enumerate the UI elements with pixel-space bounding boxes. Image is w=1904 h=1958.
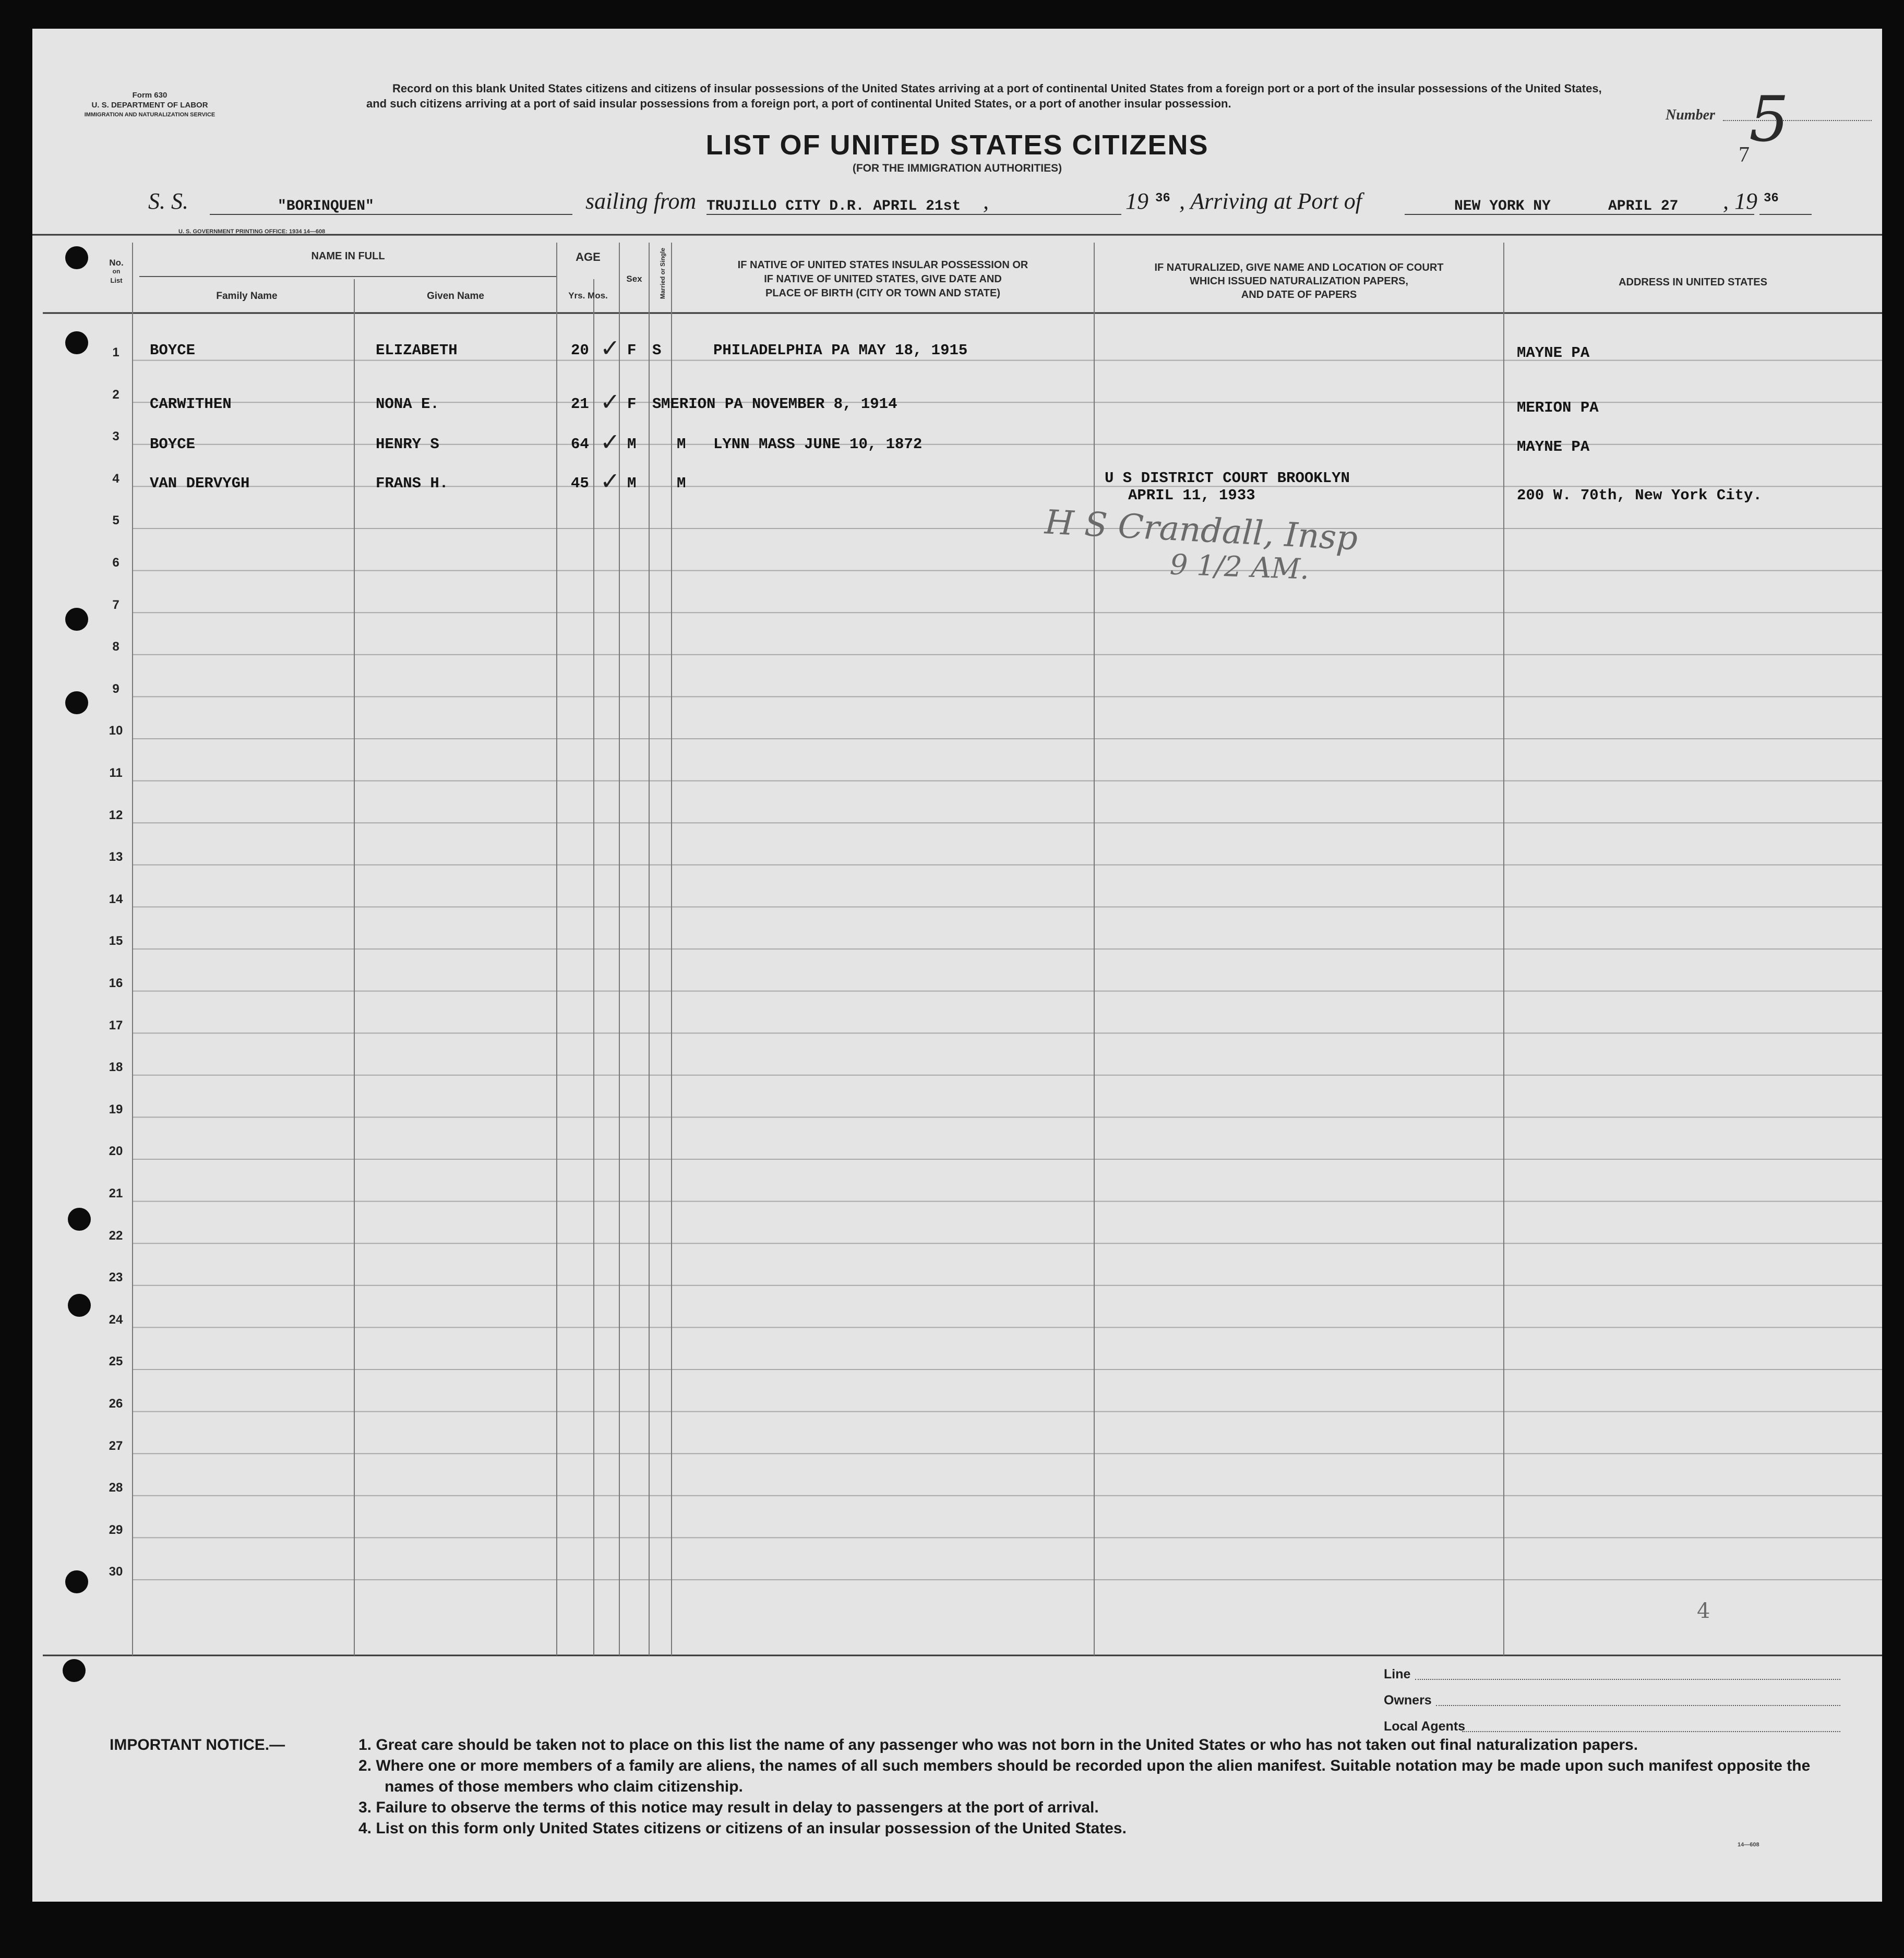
ss-label: S. S. (148, 188, 188, 214)
given-name: ELIZABETH (376, 342, 458, 359)
header-native-line2: IF NATIVE OF UNITED STATES, GIVE DATE AND (764, 273, 1002, 285)
table-grid (32, 29, 1882, 1902)
row-number: 25 (109, 1354, 123, 1369)
owners-label: Owners (1384, 1693, 1432, 1708)
us-address: 200 W. 70th, New York City. (1517, 487, 1762, 504)
header-native-line3: PLACE OF BIRTH (CITY OR TOWN AND STATE) (765, 287, 1000, 299)
sex: M (627, 436, 637, 453)
header-native (672, 258, 1094, 301)
local-agents-field (1462, 1731, 1840, 1732)
from-comma: , (983, 188, 989, 214)
binder-hole (65, 1570, 88, 1593)
row-number: 22 (109, 1228, 123, 1243)
row-number: 15 (109, 934, 123, 948)
notice-item: 2. Where one or more members of a family are aliens, the names of all such members should be recorded upon the alien manifest. Suitable notation may be made upon such manifest opposite the names of those members who claim citizenship. (358, 1757, 1811, 1795)
row-number: 19 (109, 1102, 123, 1116)
naturalization-date: APRIL 11, 1933 (1128, 487, 1255, 504)
row-number: 3 (112, 429, 119, 444)
given-name: HENRY S (376, 436, 439, 453)
inspector-signature: H S Crandall, Insp (1044, 503, 1359, 558)
row-number: 6 (112, 556, 119, 570)
local-agents-label: Local Agents (1384, 1719, 1466, 1734)
header-age: AGE (576, 250, 601, 263)
us-address: MERION PA (1517, 399, 1599, 416)
owners-field (1436, 1705, 1840, 1706)
row-number: 20 (109, 1144, 123, 1159)
age-years: 64 (571, 436, 589, 453)
place-date-of-birth: PHILADELPHIA PA MAY 18, 1915 (713, 342, 968, 359)
number-label: Number (1666, 107, 1715, 123)
header-sex: Sex (626, 274, 642, 284)
page-title: LIST OF UNITED STATES CITIZENS (705, 129, 1209, 161)
from-year-prefix: 19 (1125, 188, 1148, 214)
binder-hole (65, 608, 88, 631)
header-naturalized-line3: AND DATE OF PAPERS (1241, 289, 1357, 301)
binder-hole (63, 1659, 86, 1682)
row-number: 28 (109, 1481, 123, 1495)
row-number: 4 (112, 471, 119, 486)
inspection-time: 9 1/2 AM. (1169, 548, 1310, 586)
given-name: FRANS H. (376, 475, 449, 492)
place-date-of-birth: MERION PA NOVEMBER 8, 1914 (661, 395, 897, 413)
notice-heading: IMPORTANT NOTICE.— (110, 1736, 285, 1753)
header-naturalized-line2: WHICH ISSUED NATURALIZATION PAPERS, (1190, 275, 1408, 287)
notice-items (358, 1735, 1856, 1839)
sailing-from-label: sailing from (585, 188, 697, 214)
marital-status: S (652, 342, 662, 359)
header-naturalized (1094, 261, 1504, 302)
printer-note: U. S. GOVERNMENT PRINTING OFFICE: 1934 14—608 (178, 229, 326, 235)
form-number: Form 630 (132, 91, 167, 100)
header-on: on (112, 268, 121, 275)
row-number: 11 (109, 766, 123, 780)
row-number: 12 (109, 808, 123, 822)
header-no: No. (109, 258, 124, 268)
stray-mark: 4 (1697, 1599, 1710, 1623)
age-years: 21 (571, 395, 589, 413)
page-mark: 7 (1739, 143, 1750, 167)
row-number: 23 (109, 1270, 123, 1285)
notice-item: 1. Great care should be taken not to place on this list the name of any passenger who was not born in the United States or who has not taken out final naturalization papers. (358, 1736, 1638, 1753)
row-number: 16 (109, 976, 123, 990)
age-years: 20 (571, 342, 589, 359)
department-name: U. S. DEPARTMENT OF LABOR (91, 101, 208, 110)
arriving-label: , Arriving at Port of (1179, 188, 1362, 214)
row-number: 21 (109, 1186, 123, 1200)
line-label: Line (1384, 1667, 1411, 1681)
row-number: 18 (109, 1060, 123, 1075)
row-number: 30 (109, 1565, 123, 1579)
row-number: 8 (112, 640, 119, 654)
manifest-sheet (32, 29, 1882, 1902)
row-number: 13 (109, 850, 123, 864)
row-number: 29 (109, 1522, 123, 1537)
row-number: 7 (112, 597, 119, 612)
header-married-single: Married or Single (659, 247, 666, 299)
sailing-from-value: TRUJILLO CITY D.R. APRIL 21st (706, 198, 961, 214)
place-date-of-birth: LYNN MASS JUNE 10, 1872 (713, 436, 923, 453)
row-number: 9 (112, 681, 119, 696)
us-address: MAYNE PA (1517, 438, 1590, 455)
arrival-comma: , (1723, 188, 1729, 214)
family-name: BOYCE (150, 436, 196, 453)
row-number: 5 (112, 513, 119, 528)
row-number: 10 (109, 724, 123, 738)
binder-hole (65, 246, 88, 269)
binder-hole (68, 1208, 91, 1231)
header-no-on-list (100, 258, 133, 285)
sex: F (627, 395, 637, 413)
marital-status: S (652, 395, 662, 413)
header-native-line1: IF NATIVE OF UNITED STATES INSULAR POSSESSION OR (737, 259, 1028, 271)
marital-status: M (677, 436, 686, 453)
header-name-in-full: NAME IN FULL (311, 250, 385, 262)
row-number: 1 (112, 345, 119, 359)
row-number: 14 (109, 892, 123, 906)
service-name: IMMIGRATION AND NATURALIZATION SERVICE (84, 112, 215, 118)
marital-status: M (677, 475, 686, 492)
age-years: 45 (571, 475, 589, 492)
row-number: 2 (112, 387, 119, 402)
header-naturalized-line1: IF NATURALIZED, GIVE NAME AND LOCATION OF COURT (1154, 262, 1444, 273)
line-field (1415, 1679, 1840, 1680)
header-list: List (110, 277, 123, 284)
age-months-check: ✓ (600, 428, 620, 456)
family-name: CARWITHEN (150, 395, 232, 413)
row-number: 17 (109, 1018, 123, 1032)
ship-name: "BORINQUEN" (278, 198, 374, 214)
binder-hole (65, 331, 88, 354)
row-number: 24 (109, 1312, 123, 1327)
header-given-name: Given Name (427, 291, 484, 302)
binder-hole (68, 1294, 91, 1317)
binder-hole (65, 691, 88, 714)
row-number: 27 (109, 1438, 123, 1453)
sex: F (627, 342, 637, 359)
notice-item: 4. List on this form only United States citizens or citizens of an insular possession of the United States. (358, 1820, 1127, 1837)
header-address: ADDRESS IN UNITED STATES (1619, 277, 1767, 288)
arrival-date: APRIL 27 (1608, 198, 1679, 214)
header-yrs-mos: Yrs. Mos. (568, 291, 608, 301)
arrival-year-prefix: 19 (1734, 188, 1757, 214)
number-value: 5 (1749, 83, 1789, 156)
arrival-port: NEW YORK NY (1454, 198, 1551, 214)
arrival-year: 36 (1764, 191, 1779, 206)
age-months-check: ✓ (600, 334, 620, 362)
page-subtitle: (FOR THE IMMIGRATION AUTHORITIES) (852, 162, 1062, 174)
age-months-check: ✓ (600, 467, 620, 495)
form-instructions: Record on this blank United States citizens and citizens of insular possessions of the United States arriving at a port of continental United States from a foreign port or a port of the insular possessions of the United States, and such citizens arriving at a port of said insular possessions from a foreign port, a port of continental United States, or a port of another insular possession. (366, 82, 1602, 110)
naturalization-court: U S DISTRICT COURT BROOKLYN (1105, 470, 1350, 487)
row-number: 26 (109, 1397, 123, 1411)
family-name: VAN DERVYGH (150, 475, 250, 492)
header-family-name: Family Name (216, 291, 278, 302)
age-months-check: ✓ (600, 388, 620, 416)
sex: M (627, 475, 637, 492)
footer-code: 14—608 (1738, 1842, 1759, 1848)
us-address: MAYNE PA (1517, 344, 1590, 362)
family-name: BOYCE (150, 342, 196, 359)
from-year: 36 (1155, 191, 1170, 206)
given-name: NONA E. (376, 395, 439, 413)
notice-item: 3. Failure to observe the terms of this notice may result in delay to passengers at the port of arrival. (358, 1799, 1099, 1816)
